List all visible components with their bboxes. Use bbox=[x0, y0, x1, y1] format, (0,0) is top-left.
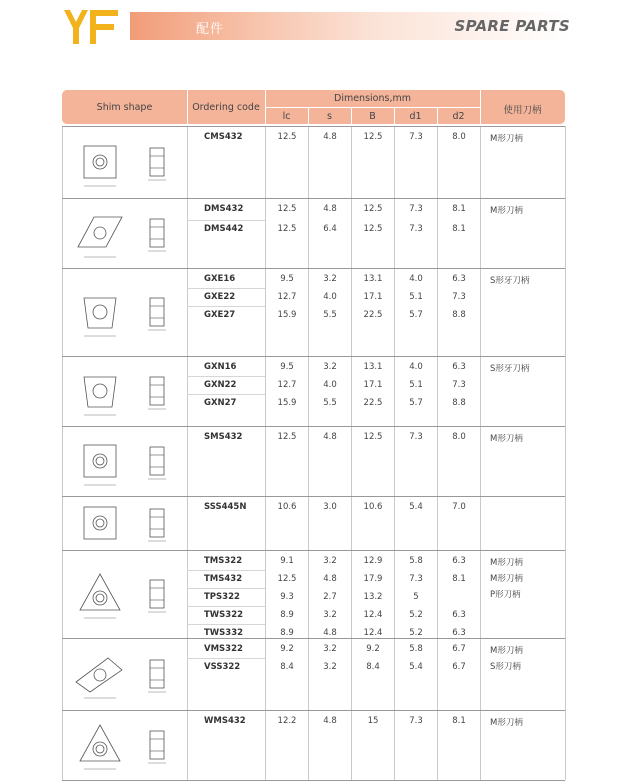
group-divider bbox=[62, 496, 565, 497]
dimension-cell-d2: 8.1 bbox=[452, 716, 466, 726]
column-divider bbox=[480, 126, 481, 780]
group-divider bbox=[62, 198, 565, 199]
dimension-cell-s: 5.5 bbox=[323, 310, 337, 320]
row-divider bbox=[187, 570, 265, 571]
dimension-cell-lc: 8.9 bbox=[280, 628, 294, 638]
shim-drawing bbox=[70, 132, 180, 192]
ordering-code: TMS432 bbox=[204, 574, 243, 584]
brand-logo bbox=[62, 8, 120, 46]
dimension-cell-d1: 7.3 bbox=[409, 716, 423, 726]
holder-type: M形刀柄 bbox=[490, 574, 523, 584]
group-divider bbox=[62, 268, 565, 269]
dimension-cell-b: 13.1 bbox=[363, 362, 383, 372]
dimension-cell-d1: 5.8 bbox=[409, 644, 423, 654]
dimension-cell-d2: 7.3 bbox=[452, 380, 466, 390]
dimension-cell-d2: 7.0 bbox=[452, 502, 466, 512]
dimension-cell-s: 2.7 bbox=[323, 592, 337, 602]
dimension-cell-s: 4.8 bbox=[323, 132, 337, 142]
dimension-cell-lc: 12.5 bbox=[277, 574, 297, 584]
dimension-cell-b: 12.4 bbox=[363, 610, 383, 620]
shim-drawing bbox=[70, 274, 180, 350]
ordering-code: DMS432 bbox=[204, 204, 244, 214]
row-divider bbox=[187, 288, 265, 289]
dimension-cell-s: 5.5 bbox=[323, 398, 337, 408]
dimension-cell-d2: 6.3 bbox=[452, 556, 466, 566]
ordering-code: VMS322 bbox=[204, 644, 243, 654]
dimension-cell-lc: 12.5 bbox=[277, 204, 297, 214]
group-divider bbox=[62, 426, 565, 427]
header-col-b: B bbox=[369, 111, 376, 122]
row-divider bbox=[187, 220, 265, 221]
dimension-cell-d1: 7.3 bbox=[409, 574, 423, 584]
shim-drawing bbox=[70, 716, 180, 774]
ordering-code: GXN22 bbox=[204, 380, 237, 390]
dimension-cell-d2: 7.3 bbox=[452, 292, 466, 302]
shim-drawing bbox=[70, 204, 180, 262]
holder-type: S形牙刀柄 bbox=[490, 276, 530, 286]
ordering-code: SSS445N bbox=[204, 502, 247, 512]
header-col-lc: lc bbox=[282, 111, 291, 122]
row-divider bbox=[187, 376, 265, 377]
dimension-cell-d2: 6.7 bbox=[452, 644, 466, 654]
ordering-code: GXE22 bbox=[204, 292, 236, 302]
ordering-code: VSS322 bbox=[204, 662, 241, 672]
dimension-cell-lc: 12.5 bbox=[277, 224, 297, 234]
dimension-cell-lc: 9.2 bbox=[280, 644, 294, 654]
dimension-cell-d1: 5.7 bbox=[409, 310, 423, 320]
dimension-cell-b: 17.9 bbox=[363, 574, 383, 584]
dimension-cell-d1: 7.3 bbox=[409, 224, 423, 234]
holder-type: S形牙刀柄 bbox=[490, 364, 530, 374]
ordering-code: SMS432 bbox=[204, 432, 243, 442]
ordering-code: DMS442 bbox=[204, 224, 244, 234]
dimension-cell-d1: 7.3 bbox=[409, 132, 423, 142]
column-divider bbox=[437, 126, 438, 780]
dimension-cell-d2: 6.3 bbox=[452, 610, 466, 620]
row-divider bbox=[187, 306, 265, 307]
shim-drawing bbox=[70, 362, 180, 420]
dimension-cell-s: 3.2 bbox=[323, 644, 337, 654]
dimension-cell-lc: 12.7 bbox=[277, 380, 297, 390]
row-divider bbox=[187, 588, 265, 589]
holder-type: P形刀柄 bbox=[490, 590, 521, 600]
dimension-cell-b: 12.5 bbox=[363, 132, 383, 142]
dimension-cell-s: 4.8 bbox=[323, 574, 337, 584]
group-divider bbox=[62, 356, 565, 357]
dimension-cell-lc: 8.9 bbox=[280, 610, 294, 620]
dimension-cell-d1: 5.2 bbox=[409, 610, 423, 620]
dimension-cell-s: 3.2 bbox=[323, 274, 337, 284]
dimension-cell-s: 3.2 bbox=[323, 362, 337, 372]
dimension-cell-s: 4.0 bbox=[323, 380, 337, 390]
table-header bbox=[62, 90, 565, 124]
dimension-cell-d2: 8.1 bbox=[452, 204, 466, 214]
ordering-code: TWS332 bbox=[204, 628, 244, 638]
dimension-cell-b: 17.1 bbox=[363, 380, 383, 390]
dimension-cell-b: 17.1 bbox=[363, 292, 383, 302]
header-col-d1: d1 bbox=[409, 111, 422, 122]
ordering-code: TPS322 bbox=[204, 592, 240, 602]
dimension-cell-d1: 5.1 bbox=[409, 380, 423, 390]
holder-type: M形刀柄 bbox=[490, 434, 523, 444]
column-divider bbox=[308, 126, 309, 780]
dimension-cell-s: 3.0 bbox=[323, 502, 337, 512]
dimension-cell-d1: 5.7 bbox=[409, 398, 423, 408]
dimension-cell-b: 12.5 bbox=[363, 204, 383, 214]
dimension-cell-s: 3.2 bbox=[323, 610, 337, 620]
section-title-cn: 配件 bbox=[196, 22, 225, 37]
ordering-code: CMS432 bbox=[204, 132, 243, 142]
column-divider bbox=[394, 126, 395, 780]
ordering-code: WMS432 bbox=[204, 716, 246, 726]
header-col-d2: d2 bbox=[452, 111, 465, 122]
ordering-code: GXE27 bbox=[204, 310, 236, 320]
dimension-cell-d2: 6.3 bbox=[452, 362, 466, 372]
shim-drawing bbox=[70, 502, 180, 544]
dimension-cell-b: 8.4 bbox=[366, 662, 380, 672]
dimension-cell-s: 3.2 bbox=[323, 556, 337, 566]
dimension-cell-lc: 9.3 bbox=[280, 592, 294, 602]
row-divider bbox=[187, 606, 265, 607]
dimension-cell-s: 4.8 bbox=[323, 716, 337, 726]
dimension-cell-d2: 6.3 bbox=[452, 274, 466, 284]
dimension-cell-b: 12.4 bbox=[363, 628, 383, 638]
dimension-cell-lc: 15.9 bbox=[277, 310, 297, 320]
dimension-cell-b: 12.5 bbox=[363, 432, 383, 442]
dimension-cell-s: 6.4 bbox=[323, 224, 337, 234]
dimension-cell-b: 15 bbox=[367, 716, 379, 726]
column-divider bbox=[351, 126, 352, 780]
dimension-cell-d2: 6.7 bbox=[452, 662, 466, 672]
ordering-code: TWS322 bbox=[204, 610, 244, 620]
holder-type: S形刀柄 bbox=[490, 662, 521, 672]
dimension-cell-s: 4.8 bbox=[323, 432, 337, 442]
holder-type: M形刀柄 bbox=[490, 206, 523, 216]
dimension-cell-d1: 5.1 bbox=[409, 292, 423, 302]
header-holder: 使用刀柄 bbox=[503, 105, 542, 116]
dimension-cell-b: 13.2 bbox=[363, 592, 383, 602]
group-divider bbox=[62, 638, 565, 639]
dimension-cell-d1: 5.2 bbox=[409, 628, 423, 638]
column-divider bbox=[565, 126, 566, 780]
group-divider bbox=[62, 550, 565, 551]
dimension-cell-d2: 8.0 bbox=[452, 432, 466, 442]
shim-drawing bbox=[70, 432, 180, 490]
dimension-cell-lc: 9.5 bbox=[280, 274, 294, 284]
dimension-cell-lc: 10.6 bbox=[277, 502, 297, 512]
ordering-code: GXE16 bbox=[204, 274, 236, 284]
dimension-cell-lc: 8.4 bbox=[280, 662, 294, 672]
dimension-cell-d2: 8.8 bbox=[452, 310, 466, 320]
column-divider bbox=[187, 126, 188, 780]
dimension-cell-d1: 7.3 bbox=[409, 204, 423, 214]
dimension-cell-d2: 8.1 bbox=[452, 574, 466, 584]
section-title: SPARE PARTS bbox=[454, 17, 570, 35]
shim-drawing bbox=[70, 556, 180, 632]
dimension-cell-d2: 8.0 bbox=[452, 132, 466, 142]
dimension-cell-lc: 9.1 bbox=[280, 556, 294, 566]
holder-type: M形刀柄 bbox=[490, 558, 523, 568]
dimension-cell-b: 22.5 bbox=[363, 310, 383, 320]
group-divider bbox=[62, 710, 565, 711]
ordering-code: TMS322 bbox=[204, 556, 243, 566]
dimension-cell-d2: 8.8 bbox=[452, 398, 466, 408]
row-divider bbox=[187, 624, 265, 625]
dimension-cell-b: 13.1 bbox=[363, 274, 383, 284]
column-divider bbox=[265, 126, 266, 780]
dimension-cell-s: 4.0 bbox=[323, 292, 337, 302]
dimension-cell-b: 12.9 bbox=[363, 556, 383, 566]
row-divider bbox=[187, 658, 265, 659]
dimension-cell-s: 4.8 bbox=[323, 204, 337, 214]
page-header bbox=[0, 0, 628, 58]
dimension-cell-lc: 12.5 bbox=[277, 132, 297, 142]
dimension-cell-d1: 5.8 bbox=[409, 556, 423, 566]
shim-drawing bbox=[70, 644, 180, 704]
dimension-cell-lc: 12.5 bbox=[277, 432, 297, 442]
dimension-cell-d2: 8.1 bbox=[452, 224, 466, 234]
header-ordering-code: Ordering code bbox=[192, 102, 260, 113]
dimension-cell-lc: 9.5 bbox=[280, 362, 294, 372]
dimension-cell-d2: 6.3 bbox=[452, 628, 466, 638]
dimension-cell-lc: 15.9 bbox=[277, 398, 297, 408]
dimension-cell-b: 22.5 bbox=[363, 398, 383, 408]
dimension-cell-lc: 12.7 bbox=[277, 292, 297, 302]
group-divider bbox=[62, 126, 565, 127]
dimension-cell-b: 10.6 bbox=[363, 502, 383, 512]
dimension-cell-d1: 5.4 bbox=[409, 502, 423, 512]
holder-type: M形刀柄 bbox=[490, 134, 523, 144]
dimension-cell-d1: 7.3 bbox=[409, 432, 423, 442]
dimension-cell-d1: 5.4 bbox=[409, 662, 423, 672]
dimension-cell-lc: 12.2 bbox=[277, 716, 297, 726]
holder-type: M形刀柄 bbox=[490, 646, 523, 656]
holder-type: M形刀柄 bbox=[490, 718, 523, 728]
dimension-cell-d1: 4.0 bbox=[409, 362, 423, 372]
dimension-cell-d1: 4.0 bbox=[409, 274, 423, 284]
dimension-cell-d1: 5 bbox=[413, 592, 419, 602]
header-dimensions: Dimensions,mm bbox=[334, 93, 411, 104]
dimension-cell-s: 4.8 bbox=[323, 628, 337, 638]
ordering-code: GXN16 bbox=[204, 362, 237, 372]
row-divider bbox=[187, 394, 265, 395]
dimension-cell-s: 3.2 bbox=[323, 662, 337, 672]
dimension-cell-b: 12.5 bbox=[363, 224, 383, 234]
column-divider bbox=[62, 126, 63, 780]
ordering-code: GXN27 bbox=[204, 398, 237, 408]
header-col-s: s bbox=[327, 111, 332, 122]
header-shim-shape: Shim shape bbox=[96, 102, 153, 113]
dimension-cell-b: 9.2 bbox=[366, 644, 380, 654]
